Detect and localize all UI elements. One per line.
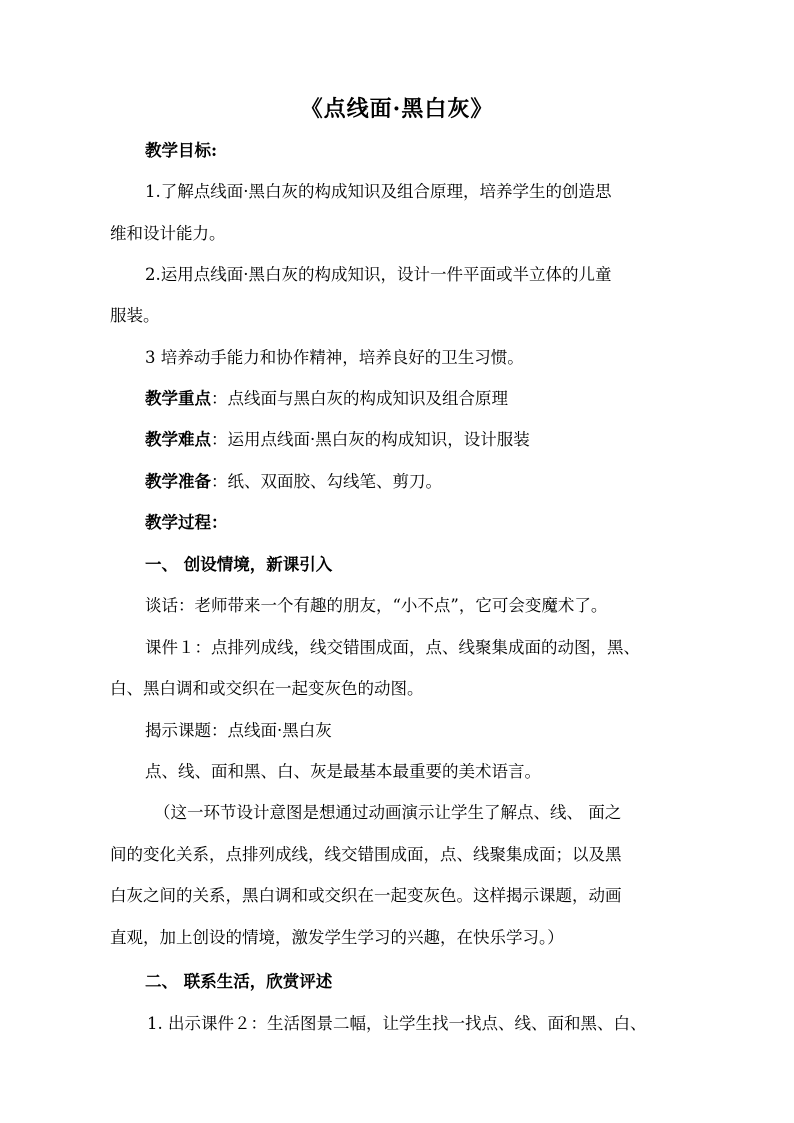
objective-2-line-1: 2.运用点线面·黑白灰的构成知识，设计一件平面或半立体的儿童 <box>145 265 612 284</box>
design-note-line-2: 间的变化关系，点排列成线，线交错围成面，点、线聚集成面；以及黑 <box>110 845 622 864</box>
section-2-item-1: 1. 出示课件２：生活图景二幅，让学生找一找点、线、面和黑、白、 <box>147 1014 647 1033</box>
preparation-label: 教学准备 <box>145 472 211 491</box>
reveal-topic: 揭示课题：点线面·黑白灰 <box>145 721 332 740</box>
key-point <box>110 387 725 411</box>
objective-1-line-1: 1.了解点线面·黑白灰的构成知识及组合原理，培养学生的创造思 <box>145 182 612 201</box>
section-1-talk: 谈话：老师带来一个有趣的朋友，“小不点”，它可会变魔术了。 <box>145 596 608 615</box>
objective-2-line-2: 服装。 <box>110 306 160 325</box>
key-point-text: ：点线面与黑白灰的构成知识及组合原理 <box>211 389 508 408</box>
design-note-line-3: 白灰之间的关系，黑白调和或交织在一起变灰色。这样揭示课题，动画 <box>110 886 622 905</box>
difficulty-label: 教学难点 <box>145 430 211 449</box>
section-2-heading: 二、 联系生活，欣赏评述 <box>145 972 333 991</box>
process-heading: 教学过程： <box>145 513 228 532</box>
difficulty <box>110 428 725 452</box>
courseware-1-line-2: 白、黑白调和或交织在一起变灰色的动图。 <box>110 679 424 698</box>
key-point-label: 教学重点 <box>145 389 211 408</box>
preparation <box>110 470 725 494</box>
difficulty-text: ：运用点线面·黑白灰的构成知识，设计服装 <box>211 430 530 449</box>
design-note-line-4: 直观，加上创设的情境，激发学生学习的兴趣，在快乐学习。） <box>110 928 564 947</box>
objective-1-line-2: 维和设计能力。 <box>110 224 226 243</box>
art-language-statement: 点、线、面和黑、白、灰是最基本最重要的美术语言。 <box>145 762 541 781</box>
objectives-heading: 教学目标: <box>145 141 218 160</box>
objective-3: 3 培养动手能力和协作精神，培养良好的卫生习惯。 <box>145 348 524 367</box>
courseware-1-line-1: 课件１：点排列成线，线交错围成面，点、线聚集成面的动图，黑、 <box>145 638 640 657</box>
design-note-line-1: （这一环节设计意图是想通过动画演示让学生了解点、线、 面之 <box>154 803 622 822</box>
preparation-text: ：纸、双面胶、勾线笔、剪刀。 <box>211 472 442 491</box>
section-1-heading: 一、 创设情境，新课引入 <box>145 555 333 574</box>
page-title: 《点线面·黑白灰》 <box>300 96 494 122</box>
